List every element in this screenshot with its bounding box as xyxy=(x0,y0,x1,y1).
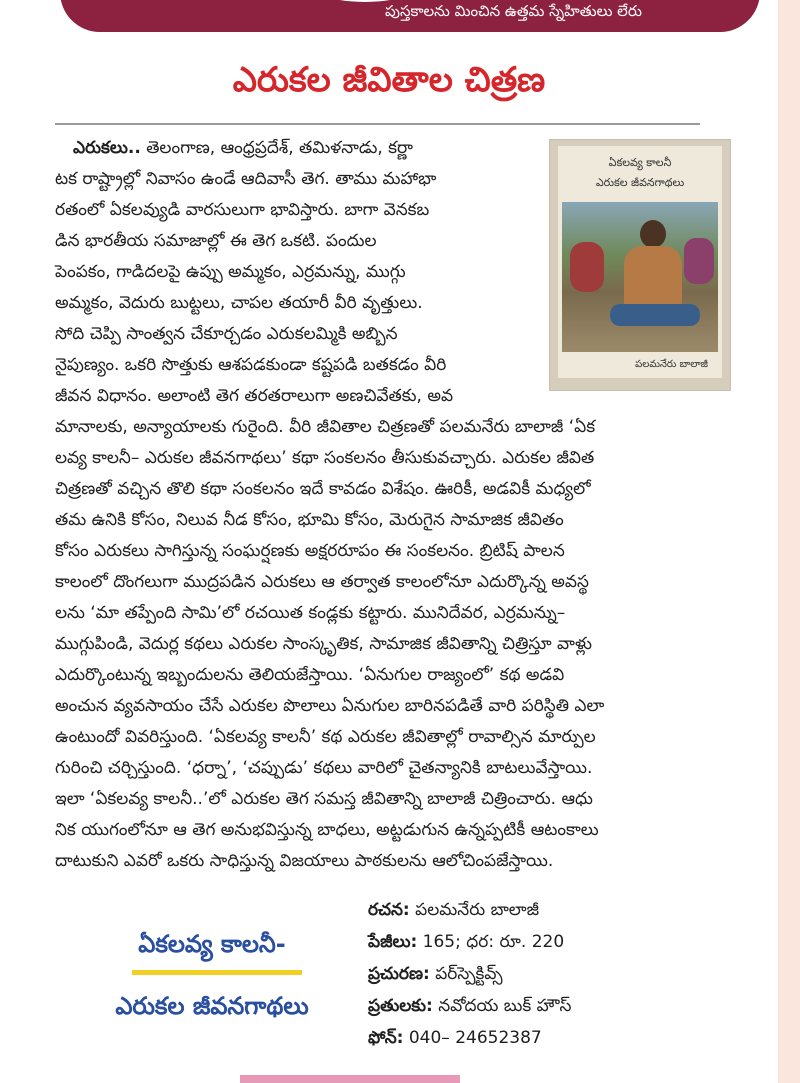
article-line: ఉంటుందో వివరిస్తుంది. ‘ఏకలవ్య కాలనీ’ కథ ఎరుకల జీవితాల్లో రావాల్సిన మార్పుల xyxy=(55,727,596,747)
article-line: ఎరుకలు.. తెలంగాణ, ఆంధ్రప్రదేశ్‌, తమిళనాడు, కర్ణా xyxy=(73,138,413,158)
article-line: ముగ్గుపిండి, వెదుర్ల కథలు ఎరుకల సాంస్కృతిక, సామాజిక జీవితాన్ని చిత్రిస్తూ వాళ్లు xyxy=(55,634,592,654)
book-title-line2: ఎరుకల జీవనగాథలు xyxy=(115,992,309,1020)
article-line: జీవన విధానం. అలాంటి తెగ తరతరాలుగా అణచివేతకు, అవ xyxy=(55,386,454,406)
cover-title-line1: ఏకలవ్య కాలనీ xyxy=(608,156,672,169)
article-line: నిక యుగంలోనూ ఆ తెగ అనుభవిస్తున్న బాధలు, అట్టడుగున ఉన్నప్పటికీ ఆటంకాలు xyxy=(55,820,599,840)
book-title-underline xyxy=(132,970,302,975)
detail-pages-price: పేజీలు: 165; ధర: రూ. 220 xyxy=(368,932,565,952)
article-line: దాటుకుని ఎవరో ఒకరు సాధిస్తున్న విజయాలు పాఠకులను ఆలోచింపజేస్తాయి. xyxy=(55,851,554,871)
book-cover-image xyxy=(550,140,730,390)
artisan-legs xyxy=(610,304,700,326)
article-line: కోసం ఎరుకలు సాగిస్తున్న సంఘర్షణకు అక్షరరూపం ఈ సంకలనం. బ్రిటిష్‌ పాలన xyxy=(55,541,565,561)
article-line: చిత్రణతో వచ్చిన తొలి కథా సంకలనం ఇదే కావడం విశేషం. ఊరికీ, అడవికీ మధ్యలో xyxy=(55,479,591,499)
article-line: పెంపకం, గాడిదలపై ఉప్పు అమ్మకం, ఎర్రమన్ను, ముగ్గు xyxy=(55,262,406,282)
article-line: సోది చెప్పి సాంత్వన చేకూర్చడం ఎరుకలమ్మికి అబ్బిన xyxy=(55,324,398,344)
cover-photo xyxy=(562,202,718,352)
article-line: నైపుణ్యం. ఒకరి సొత్తుకు ఆశపడకుండా కష్టపడి బతకడం వీరి xyxy=(55,355,447,375)
book-title-line1: ఏకలవ్య కాలనీ- xyxy=(138,930,286,958)
detail-publisher: ప్రచురణ: పర్‌స్పెక్టివ్స్‌ xyxy=(368,964,503,984)
article-lead: ఎరుకలు.. xyxy=(73,138,141,158)
article-line: ఇలా ‘ఏకలవ్య కాలనీ..’లో ఎరుకల తెగ సమస్త జీవితాన్ని బాలాజీ చిత్రించారు. ఆధు xyxy=(55,789,593,809)
cover-inner xyxy=(558,146,722,378)
article-line: అమ్మకం, వెదురు బుట్టలు, చాపల తయారీ వీరి వృత్తులు. xyxy=(55,293,423,313)
article-line: తమ ఉనికి కోసం, నిలువ నీడ కోసం, భూమి కోసం, మెరుగైన సామాజిక జీవితం xyxy=(55,510,564,530)
background-figure xyxy=(570,242,604,292)
cover-title-line2: ఎరుకల జీవనగాథలు xyxy=(595,176,685,189)
background-figure xyxy=(684,238,714,284)
artisan-head xyxy=(640,220,666,248)
article-line: గురించి చర్చిస్తుంది. ‘ధర్నా’, ‘చప్పుడు’ కథలు వారిలో చైతన్యానికి బాటలువేస్తాయి. xyxy=(55,758,593,778)
article-title: ఎరుకల జీవితాల చిత్రణ xyxy=(232,60,546,100)
article-line: రతంలో ఏకలవ్యుడి వారసులుగా భావిస్తారు. బాగా వెనకబ xyxy=(55,200,430,220)
title-divider xyxy=(55,123,700,125)
banner-tagline: పుస్తకాలను మించిన ఉత్తమ స్నేహితులు లేరు xyxy=(385,2,642,20)
artisan-body xyxy=(624,246,682,312)
article-line: లవ్య కాలనీ– ఎరుకల జీవనగాథలు’ కథా సంకలనం తీసుకువచ్చారు. ఎరుకల జీవిత xyxy=(55,448,595,468)
cover-author: పలమనేరు బాలాజీ xyxy=(635,359,708,370)
article-line: లను ‘మా తప్పేంది సామి’లో రచయిత కండ్లకు కట్టారు. మునిదేవర, ఎర్రమన్ను– xyxy=(55,603,566,623)
detail-phone: ఫోన్‌: 040– 24652387 xyxy=(368,1028,542,1048)
article-line: మానాలకు, అన్యాయాలకు గురైంది. వీరి జీవితాల చిత్రణతో పలమనేరు బాలాజీ ‘ఏక xyxy=(55,417,596,437)
article-line: టక రాష్ట్రాల్లో నివాసం ఉండే ఆదివాసీ తెగ. తాము మహాభా xyxy=(55,169,437,189)
article-line: డిన భారతీయ సమాజాల్లో ఈ తెగ ఒకటి. పందుల xyxy=(55,231,377,251)
detail-author: రచన: పలమనేరు బాలాజీ xyxy=(368,900,540,920)
adjacent-column-strip xyxy=(778,0,800,1083)
article-line: ఎదుర్కొంటున్న ఇబ్బందులను తెలియజేస్తాయి. ‘ఏనుగుల రాజ్యంలో’ కథ అడవి xyxy=(55,665,565,685)
article-line: అంచున వ్యవసాయం చేసే ఎరుకల పొలాలు ఏనుగుల బారినపడితే వారి పరిస్థితి ఎలా xyxy=(55,696,605,716)
detail-distributor: ప్రతులకు: నవోదయ బుక్‌ హౌస్‌ xyxy=(368,996,572,1016)
article-line: కాలంలో దొంగలుగా ముద్రపడిన ఎరుకలు ఆ తర్వాత కాలంలోనూ ఎదుర్కొన్న అవస్థ xyxy=(55,572,589,592)
bottom-accent-bar xyxy=(240,1075,460,1083)
